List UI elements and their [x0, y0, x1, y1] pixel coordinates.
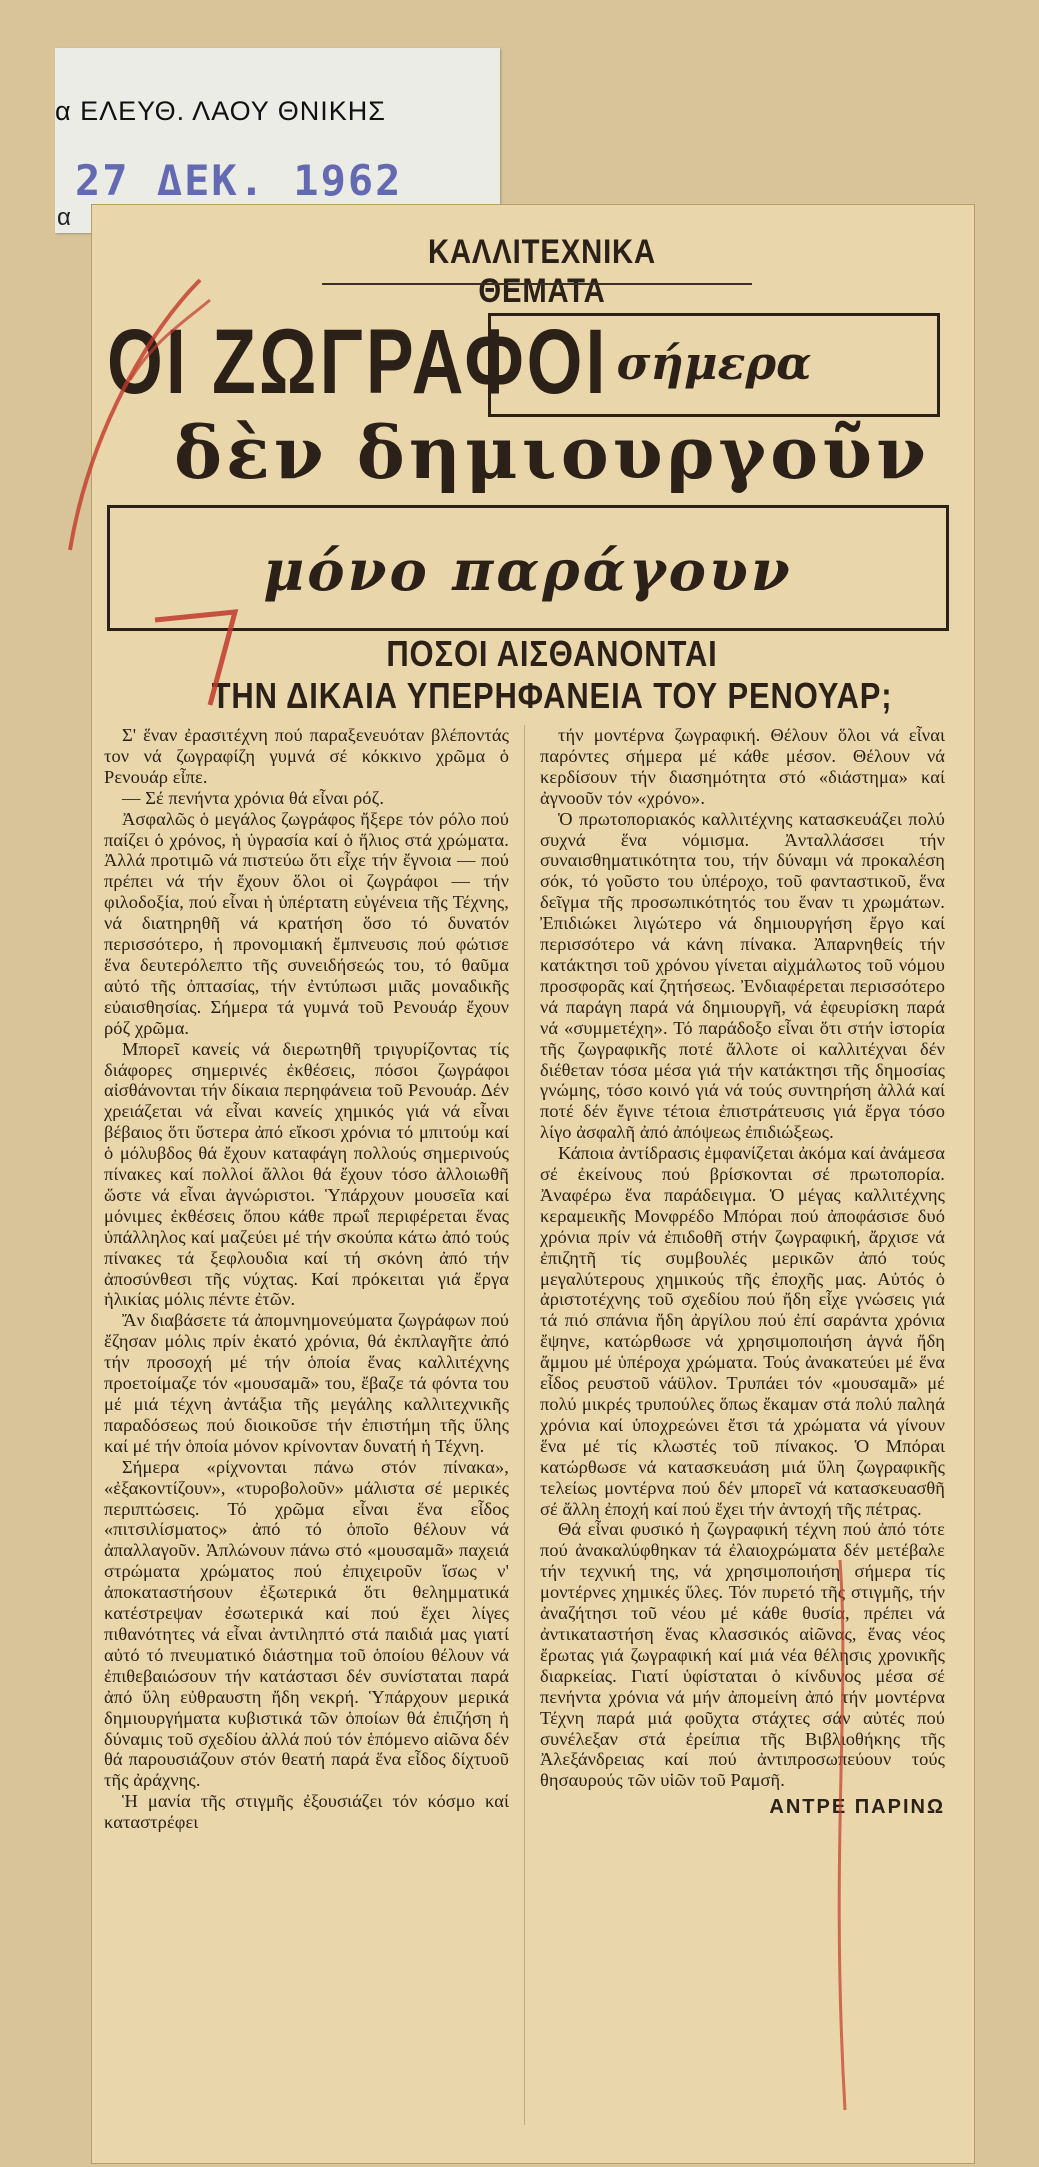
paragraph: Ὁ πρωτοποριακός καλλιτέχνης κατασκευάζει πολύ συχνά ἕνα νόμισμα. Ἀνταλλάσσει τήν συναισθηματικότητα του, τήν δύναμι νά προκαλέση σόκ, τό γοῦστο του ὑπέροχο, τοῦ φανταστικοῦ, ἕνα δεῖγμα τῆς προσωπικότητός του ἕναν τι χρωμάτων. Ἐπιδιώκει λιγώτερο νά δημιουργήση ἔργο καί περισσότερο νά κάνη πίνακα. Ἀπαρνηθείς τήν κατάκτησι τοῦ χρόνου γίνεται αἰχμάλωτος τοῦ νόμου προσφορᾶς καί ζητήσεως. Ἐνδιαφέρεται περισσότερο νά παράγη παρά νά δημιουργῆ, νά ἐφευρίσκη παρά νά «συμμετέχη». Τό παράδοξο εἶναι ὅτι στήν ἱστορία τῆς ζωγραφικῆς ποτέ ἄλλοτε οἱ καλλιτέχναι δέν διέθεταν τόσα μέσα γιά τήν κατάκτησι τῆς δημοσίας γνώμης, τόσο κοινό γιά νά τούς συντηρήση ἀλλά καί ποτέ δέν ἔγινε τέτοια ἐπιστράτευσις γιά ἔργα τόσο λίγο ἀσφαλῆ ἀπό ἀπόψεως ἐπιδιώξεως. — [540, 808, 945, 1143]
headline-box-2 — [107, 505, 949, 631]
paragraph: Σ' ἕναν ἐρασιτέχνη πού παραξενευόταν βλέποντάς τον νά ζωγραφίζη γυμνά σέ κόκκινο χρῶμα ὁ Ρενουάρ εἶπε. — [104, 725, 509, 787]
paragraph: Κάποια ἀντίδρασις ἐμφανίζεται ἀκόμα καί ἀνάμεσα σέ ἐκείνους πού βρίσκονται σέ πρωτοπορία. Ἀναφέρω ἕνα παράδειγμα. Ὁ μέγας καλλιτέχνης κεραμεικῆς Μονφρέδο Μπόραι πού ἀποφάσισε δυό χρόνια πρίν νά ἐπιδοθῆ στήν ζωγραφική, ἄρχισε νά ἐπιζητῆ τίς συμβουλές μερικῶν ἀπό τούς μεγαλύτερους χημικούς τῆς ἐποχῆς μας. Αὐτός ὁ ἀριστοτέχνης τοῦ σχεδίου πού ἤδη εἶχε γνώσεις γιά τά πιό σπάνια ἤδη ἀργίλου πού ἐπί σαράντα χρόνια ἔψηνε, κατώρθωσε νά χρησιμοποιήση ἁγνά ἤδη ἄμμου μέ ὑπέροχα χρώματα. Τούς ἀνακατεύει μέ ἕνα εἶδος ρευστοῦ νάϋλον. Τρυπάει τόν «μουσαμᾶ» μέ πολύ μικρές τρυπούλες ὅπως ἔκαμαν στά πολύ παληά χρόνια καί ὑποχρεώνει ἔτσι τά χρώματα νά γίνουν ἕνα μέ τίς κλωστές τοῦ πίνακος. Ὁ Μπόραι κατώρθωσε νά κατασκευάση μιά ὕλη ζωγραφικῆς τελείως μοντέρνα πού δέν μπορεῖ νά κατασκευασθῆ σέ ἄλλη ἐποχή καί πού ἔχει τήν ἀντοχή τῆς πέτρας. — [540, 1143, 945, 1519]
date-stamp: 27 ΔΕΚ. 1962 — [75, 156, 403, 205]
headline-box-1-text: σήμερα — [616, 336, 812, 390]
subheadline-2: ΤΗΝ ΔΙΚΑΙΑ ΥΠΕΡΗΦΑΝΕΙΑ ΤΟΥ ΡΕΝΟΥΑΡ; — [211, 675, 893, 716]
paragraph: τήν μοντέρνα ζωγραφική. Θέλουν ὅλοι νά εἶναι παρόντες σήμερα μέ κάθε μέσον. Θέλουν νά κερδίσουν τήν διασημότητα στό «διάστημα» καί ἀγνοοῦν τόν «χρόνο». — [540, 725, 945, 808]
paragraph: Σήμερα «ρίχνονται πάνω στόν πίνακα», «ἐξακοντίζουν», «τυροβολοῦν» μάλιστα σέ μερικές περιπτώσεις. Τό χρῶμα εἶναι ἕνα εἶδος «πιτσιλίσματος» ἀπό τό ὁποῖο θέλουν νά ἀπαλλαγοῦν. Ἀπλώνουν πάνω στό «μουσαμᾶ» παχειά στρώματα χρώματος πού ἐπιχειροῦν ἴσως ν' ἀποκαταστήσουν ἐξωτερικά ὅτι θελημματικά κατέστρεψαν ἐσωτερικά καί πού ἔχει λίγες πιθανότητες νά εἶναι ἀντιληπτό στά παιδιά μας γιατί αὐτό τό πνευματικό διάστημα τοῦ ὁποίου θέλουν νά ἐπιθεβαιώσουν τήν κατάστασι δέν συνίσταται παρά ἀπό ὕλη εὐθραυστη ἤδη νεκρή. Ὑπάρχουν μερικά δημιουργήματα κυβιστικά τῶν ὁποίων θά ἐπιζήση ἡ δύναμις τοῦ σχεδίου ἀλλά πού τόν ἑπόμενο αἰῶνα δέν θά παρουσιάζουν στόν θεατή παρά ἕνα εἶδος δίχτυοῦ τῆς ἀράχνης. — [104, 1456, 509, 1791]
paragraph: Ἀσφαλῶς ὁ μεγάλος ζωγράφος ἤξερε τόν ρόλο πού παίζει ὁ χρόνος, ἡ ὑγρασία καί ὁ ἥλιος στά χρώματα. Ἀλλά προτιμῶ νά πιστεύω ὅτι εἶχε τήν ἔγνοια — πού πρέπει νά τήν ἔχουν ὅλοι οἱ ζωγράφοι — τήν φιλοδοξία, πού εἶναι ἡ ὑπέρτατη εὐγένεια τῆς Τέχνης, νά διατηρηθῆ νά κρατήση ὅσο τό δυνατόν περισσότερο, ἡ προνομιακή ἔμπνευσις πού φώτισε ἕνα δευτερόλεπτο τῆς συνειδήσεώς του, τό θαῦμα αὐτό τῆς ὀπτασίας, τήν ἐντύπωσι μιᾶς μοναδικῆς εὐαισθησίας. Σήμερα τά γυμνά τοῦ Ρενουάρ ἔχουν ρόζ χρῶμα. — [104, 808, 509, 1038]
column-divider — [524, 725, 525, 2125]
headline-box-2-text: μόνο παράγουν — [263, 538, 793, 604]
headline-main: ΟΙ ΖΩΓΡΑΦΟΙ — [107, 311, 609, 413]
paragraph: Ἄν διαβάσετε τά ἀπομνημονεύματα ζωγράφων πού ἔζησαν μόλις πρίν ἑκατό χρόνια, θά ἐκπλαγῆτε ἀπό τήν προσοχή μέ τήν ὁποία ἕνας καλλιτέχνης προετοίμαζε τόν «μουσαμᾶ» του, ἔβαζε τά φόντα του μέ μιά τέχνη ἀντάξια τῆς μεγάλης καλλιτεχνικῆς παραδόσεως πού διοικοῦσε τήν ἐπιστήμη τῆς ὕλης καί μέ τήν ὁποία μόνον κρίνονταν δυνατή ἡ Τέχνη. — [104, 1310, 509, 1456]
section-kicker: ΚΑΛΛΙΤΕΧΝΙΚΑ ΘΕΜΑΤΑ — [427, 233, 657, 310]
article-column-right — [540, 725, 945, 2135]
headline-box-1 — [488, 313, 940, 417]
headline-line-2: δὲν δημιουργοῦν — [173, 410, 931, 495]
paragraph: Ἡ μανία τῆς στιγμῆς ἐξουσιάζει τόν κόσμο καί καταστρέφει — [104, 1791, 509, 1833]
kicker-rule — [322, 283, 752, 285]
newspaper-clipping — [92, 205, 974, 2163]
paragraph: Μπορεῖ κανείς νά διερωτηθῆ τριγυρίζοντας τίς διάφορες σημερινές ἐκθέσεις, πόσοι ζωγράφοι αἰσθάνονται τήν δίκαια περηφάνεια τοῦ Ρενουάρ. Δέν χρειάζεται νά εἶναι κανείς χημικός γιά νά εἶναι βέβαιος ὅτι ὕστερα ἀπό εἴκοσι χρόνια τό μπιτούμ καί ὁ μόλυβδος θά ἔχουν καταφάγη πολλούς σημερινούς πίνακες καί πολλοί ἄλλοι θά ἔχουν τόσο ἀλλοιωθῆ ὥστε νά εἶναι ἀγνώριστοι. Ὑπάρχουν μουσεῖα καί μόνιμες ἐκθέσεις ὅπου κάθε πρωΐ περιφέρεται ἕνας ὑπάλληλος καί μαζεύει μέ τήν σκούπα κάτω ἀπό τούς πίνακες τά ξεφλουδια καί τή σκόνη ἀπό τήν ἀποσύνθεσι τῆς νύχτας. Καί πρόκειται γιά ἔργα ἡλικίας μόλις πέντε ἐτῶν. — [104, 1038, 509, 1310]
byline: ΑΝΤΡΕ ΠΑΡΙΝΩ — [769, 1796, 945, 1819]
subheadline-1: ΠΟΣΟΙ ΑΙΣΘΑΝΟΝΤΑΙ — [386, 633, 718, 674]
paragraph: Θά εἶναι φυσικό ἡ ζωγραφική τέχνη πού ἀπό τότε πού ἀνακαλύφθηκαν τά ἐλαιοχρώματα δέν μετέβαλε τήν τεχνική της, νά χρησιμοποιήση σήμερα τίς μοντέρνες χημικές ὕλες. Τόν πυρετό τῆς στιγμῆς, τήν ἀναζήτησι τοῦ νέου μέ κάθε θυσία, πρέπει νά ἀντικαταστήση ἕνας κλασσικός αἰῶνας, ἕνας νέος ἔρωτας γιά ζωγραφική καί μιά νέα θέλησις χρονικῆς διαρκείας. Γιατί ὑφίσταται ὁ κίνδυνος μέσα σέ πενήντα χρόνια νά μήν ἀπομείνη ἀπό τήν μοντέρνα Τέχνη παρά μιά φοῦχτα στάχτες σάν αὐτές πού συνέλεξαν στά ἐρείπια τῆς Βιβλιοθήκης τῆς Ἀλεξάνδρειας καί πού ἀντιπροσωπεύουν τούς θησαυρούς τῶν υἱῶν τοῦ Ραμσῆ. — [540, 1519, 945, 1791]
paragraph: — Σέ πενήντα χρόνια θά εἶναι ρόζ. — [122, 787, 385, 808]
source-label: α ΕΛΕΥΘ. ΛΑΟΥ ΘΝΙΚΗΣ — [55, 96, 387, 126]
article-column-left — [104, 725, 509, 2135]
alpha-label: α — [57, 204, 71, 231]
